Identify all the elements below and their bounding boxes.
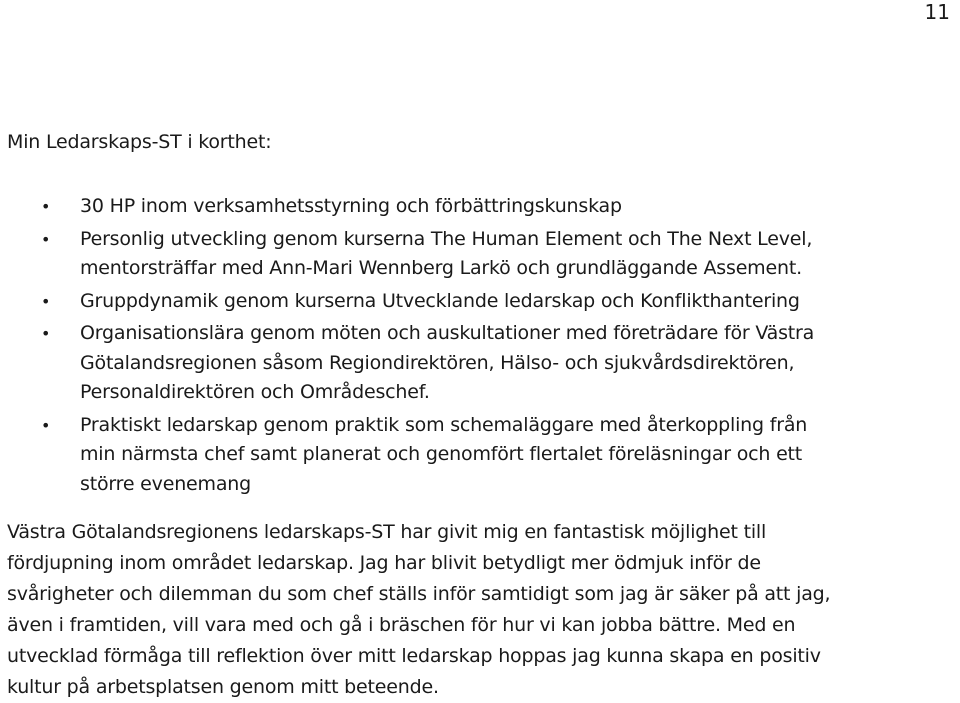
bullet-text-line: större evenemang [80,472,251,495]
bullet-item [0,192,960,222]
bullet-item [0,319,960,408]
paragraph-line: svårigheter och dilemman du som chef ställs inför samtidigt som jag är säker på att jag, [7,583,831,605]
paragraph-line: Västra Götalandsregionens ledarskaps-ST har givit mig en fantastisk möjlighet till [7,521,767,543]
bullet-icon: • [41,324,51,343]
bullet-icon: • [41,291,51,311]
bullet-text-line: Praktiskt ledarskap genom praktik som schemaläggare med återkoppling från [80,413,808,436]
body-paragraph [7,517,957,703]
bullet-text-line: Personaldirektören och Områdeschef. [80,381,430,403]
bullet-item [0,225,960,284]
bullet-text-line: min närmsta chef samt planerat och genomfört flertalet föreläsningar och ett [80,443,803,465]
paragraph-line: kultur på arbetsplatsen genom mitt beteende. [7,676,439,698]
bullet-text-line: Organisationslära genom möten och auskultationer med företrädare för Västra [80,322,815,344]
bullet-item [0,411,960,500]
bullet-text-line: Gruppdynamik genom kurserna Utvecklande ledarskap och Konflikthantering [80,289,800,312]
section-title: Min Ledarskaps-ST i korthet: [7,131,272,153]
paragraph-line: även i framtiden, vill vara med och gå i bräschen för hur vi kan jobba bättre. Med en [7,614,796,636]
bullet-icon: • [41,197,51,216]
paragraph-line: fördjupning inom området ledarskap. Jag har blivit betydligt mer ödmjuk inför de [7,552,761,574]
bullet-text-line: Personlig utveckling genom kurserna The Human Element och The Next Level, [80,227,813,250]
bullet-icon: • [41,415,51,435]
bullet-icon: • [41,229,51,249]
bullet-text-line: mentorsträffar med Ann-Mari Wennberg Larkö och grundläggande Assement. [80,257,802,279]
bullet-text-line: 30 HP inom verksamhetsstyrning och förbättringskunskap [80,195,622,217]
page-number: 11 [924,0,950,24]
bullet-item [0,287,960,317]
bullet-text-line: Götalandsregionen såsom Regiondirektören, Hälso- och sjukvårdsdirektören, [80,351,795,374]
paragraph-line: utvecklad förmåga till reflektion över mitt ledarskap hoppas jag kunna skapa en positiv [7,645,821,667]
bullet-list [0,192,960,499]
